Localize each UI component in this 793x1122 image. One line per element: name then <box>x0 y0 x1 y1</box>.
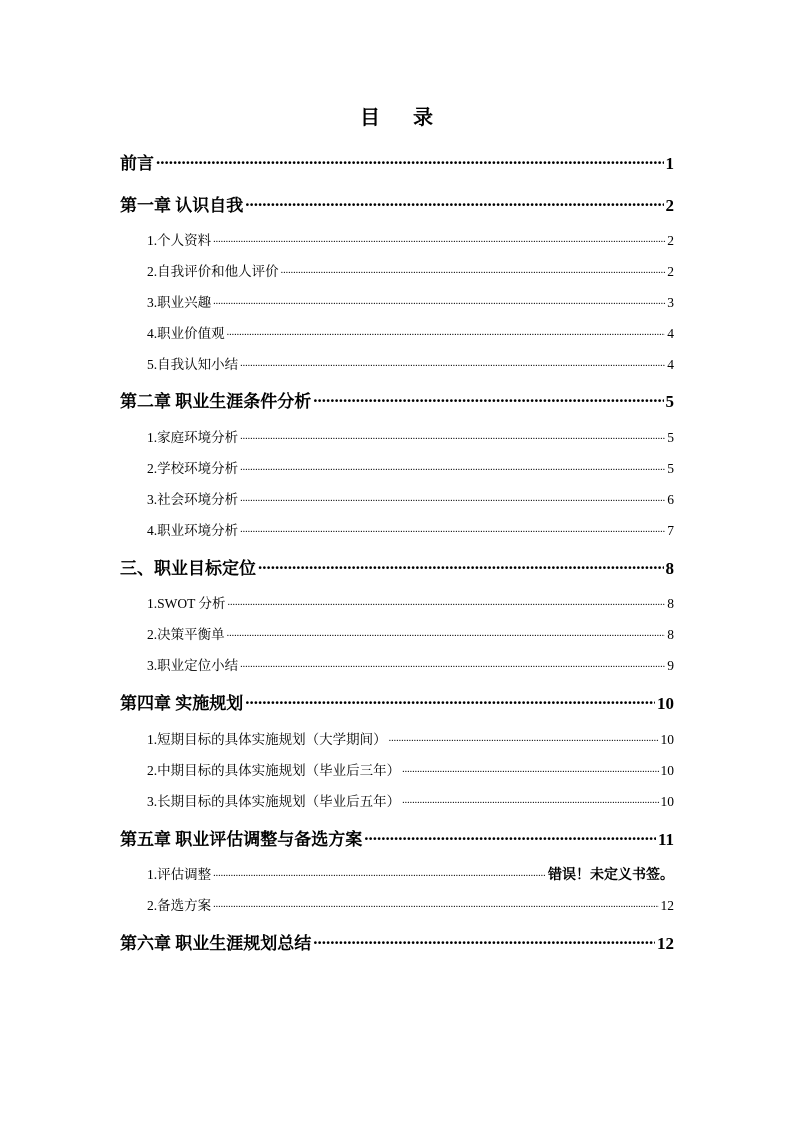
dot-leader <box>227 325 666 339</box>
toc-entry-page: 7 <box>667 523 674 538</box>
toc-entry-label: 第四章 实施规划 <box>120 694 244 713</box>
dot-leader <box>313 932 655 949</box>
toc-entry-label: 4.职业环境分析 <box>147 523 239 538</box>
toc-entry[interactable] <box>147 291 674 311</box>
dot-leader <box>156 152 664 169</box>
toc-entry-page: 4 <box>667 326 674 341</box>
bookmark-error-text: 错误！未定义书签。 <box>548 868 674 883</box>
toc-entry[interactable] <box>120 149 674 174</box>
toc-entry-label: 2.学校环境分析 <box>147 461 239 476</box>
toc-entry-page: 4 <box>667 357 674 372</box>
toc-entry-label: 3.长期目标的具体实施规划（毕业后五年） <box>147 794 401 809</box>
dot-leader <box>258 557 664 574</box>
dot-leader <box>313 390 663 407</box>
toc-entry[interactable] <box>120 929 674 954</box>
dot-leader <box>227 626 666 640</box>
toc-entry-label: 2.备选方案 <box>147 898 212 913</box>
toc-entry[interactable] <box>120 387 674 412</box>
toc-entry-page: 5 <box>667 430 674 445</box>
toc-entry[interactable] <box>120 554 674 579</box>
toc-entry-page: 2 <box>667 233 674 248</box>
dot-leader <box>240 460 665 474</box>
toc-entry-label: 前言 <box>120 154 154 173</box>
toc-entry-label: 5.自我认知小结 <box>147 357 239 372</box>
toc-entry-label: 1.SWOT 分析 <box>147 596 226 611</box>
toc-entry[interactable] <box>120 825 674 850</box>
toc-entry-page: 8 <box>665 559 674 578</box>
dot-leader <box>213 294 665 308</box>
dot-leader <box>364 828 656 845</box>
toc-entry-label: 4.职业价值观 <box>147 326 225 341</box>
dot-leader <box>245 194 663 211</box>
toc-entry-page: 2 <box>667 264 674 279</box>
toc-entry-label: 第一章 认识自我 <box>120 196 244 215</box>
toc-entry-page: 10 <box>660 732 674 747</box>
dot-leader <box>281 263 666 277</box>
toc-entry-page: 12 <box>660 898 674 913</box>
toc-entry-label: 1.家庭环境分析 <box>147 430 239 445</box>
dot-leader <box>240 657 665 671</box>
toc-entry-page: 8 <box>667 627 674 642</box>
toc-entry-label: 1.评估调整 <box>147 867 212 882</box>
toc-entry-label: 3.社会环境分析 <box>147 492 239 507</box>
toc-entry[interactable] <box>120 689 674 714</box>
toc-entry-page: 5 <box>665 392 674 411</box>
dot-leader <box>240 356 665 370</box>
toc-entry[interactable] <box>147 592 674 612</box>
toc-entry-label: 1.短期目标的具体实施规划（大学期间） <box>147 732 387 747</box>
toc-entry[interactable] <box>147 728 674 748</box>
toc-entry-label: 第六章 职业生涯规划总结 <box>120 934 312 953</box>
dot-leader <box>402 793 658 807</box>
dot-leader <box>213 866 546 880</box>
toc-entry[interactable] <box>147 894 674 914</box>
toc-entry-label: 2.自我评价和他人评价 <box>147 264 279 279</box>
dot-leader <box>240 522 665 536</box>
toc-entry[interactable] <box>147 863 674 884</box>
toc-entry[interactable] <box>147 457 674 477</box>
toc-entry[interactable] <box>147 759 674 779</box>
dot-leader <box>213 897 658 911</box>
dot-leader <box>402 762 658 776</box>
toc-entry[interactable] <box>147 623 674 643</box>
toc-entry-page: 2 <box>665 196 674 215</box>
toc-entry-page: 1 <box>665 154 674 173</box>
toc-entry[interactable] <box>147 426 674 446</box>
toc-entry[interactable] <box>147 322 674 342</box>
dot-leader <box>245 692 655 709</box>
toc-entry[interactable] <box>147 519 674 539</box>
toc-entry-label: 3.职业兴趣 <box>147 295 212 310</box>
toc-entry-page: 9 <box>667 658 674 673</box>
toc-entry[interactable] <box>120 191 674 216</box>
toc-entry-label: 3.职业定位小结 <box>147 658 239 673</box>
dot-leader <box>389 731 659 745</box>
toc-entry-page: 12 <box>657 934 674 953</box>
toc-entry-page: 11 <box>657 830 674 849</box>
toc-entry-page: 3 <box>667 295 674 310</box>
dot-leader <box>213 232 665 246</box>
toc-entry-label: 三、职业目标定位 <box>120 559 256 578</box>
toc-entry-page: 10 <box>657 694 674 713</box>
dot-leader <box>228 595 666 609</box>
toc-entry[interactable] <box>147 260 674 280</box>
toc-entry-label: 2.中期目标的具体实施规划（毕业后三年） <box>147 763 401 778</box>
toc-entry-page: 6 <box>667 492 674 507</box>
toc-entry-label: 第五章 职业评估调整与备选方案 <box>120 830 363 849</box>
page-title: 目 录 <box>360 107 447 129</box>
toc-entry-page: 5 <box>667 461 674 476</box>
toc-entry[interactable] <box>147 790 674 810</box>
dot-leader <box>240 429 665 443</box>
toc-entry-page: 10 <box>660 763 674 778</box>
toc-entry[interactable] <box>147 488 674 508</box>
dot-leader <box>240 491 665 505</box>
toc-entry-page: 10 <box>660 794 674 809</box>
toc-entry-label: 2.决策平衡单 <box>147 627 225 642</box>
toc-entry[interactable] <box>147 654 674 674</box>
toc-entry-label: 第二章 职业生涯条件分析 <box>120 392 312 411</box>
toc-entry-page: 8 <box>667 596 674 611</box>
toc-entry[interactable] <box>147 353 674 373</box>
toc-entry-label: 1.个人资料 <box>147 233 212 248</box>
toc-entry[interactable] <box>147 229 674 249</box>
